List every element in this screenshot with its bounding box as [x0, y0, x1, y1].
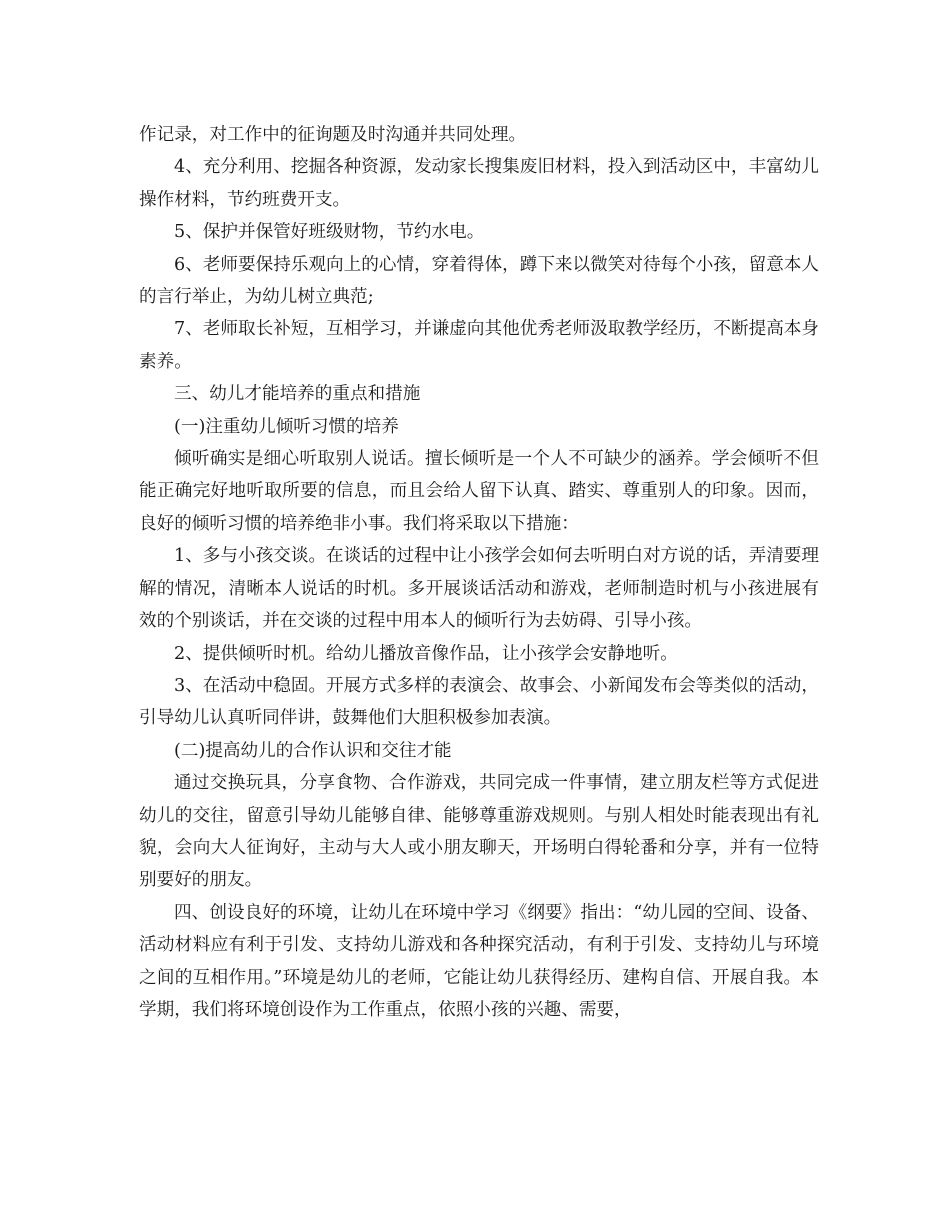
subsection-heading-2: (二)提高幼儿的合作认识和交往才能: [174, 740, 452, 761]
paragraph-item-6: 6、老师要保持乐观向上的心情，穿着得体，蹲下来以微笑对待每个小孩，留意本人的言行举止，为幼儿树立典范;: [139, 254, 819, 308]
paragraph-item-7: 7、老师取长补短，互相学习，并谦虚向其他优秀老师汲取教学经历，不断提高本身素养。: [139, 319, 819, 372]
section-heading-4-paragraph: 四、创设良好的环境，让幼儿在环境中学习《纲要》指出：“幼儿园的空间、设备、活动材料应有利于引发、支持幼儿游戏和各种探究活动，有利于引发、支持幼儿与环境之间的互相作用。”环境是幼儿的老师，它能让幼儿获得经历、建构自信、开展自我。本学期，我们将环境创设作为工作重点，依照小孩的兴趣、需要，: [139, 902, 819, 1020]
paragraph-item-5: 5、保护并保管好班级财物，节约水电。: [174, 222, 485, 243]
subsection-heading-1: (一)注重幼儿倾听习惯的培养: [174, 416, 399, 437]
section-heading-3: 三、幼儿才能培养的重点和措施: [174, 384, 421, 405]
paragraph-measure-2: 2、提供倾听时机。给幼儿播放音像作品，让小孩学会安静地听。: [174, 643, 678, 664]
paragraph-measure-1: 1、多与小孩交谈。在谈话的过程中让小孩学会如何去听明白对方说的话，弄清要理解的情况，清晰本人说话的时机。多开展谈话活动和游戏，老师制造时机与小孩进展有效的个别谈话，并在交谈的过程中用本人的倾听行为去妨碍、引导小孩。: [139, 546, 819, 632]
paragraph-item-4: 4、充分利用、挖掘各种资源，发动家长搜集废旧材料，投入到活动区中，丰富幼儿操作材料，节约班费开支。: [139, 157, 819, 210]
paragraph-listening-intro: 倾听确实是细心听取别人说话。擅长倾听是一个人不可缺少的涵养。学会倾听不但能正确完好地听取所要的信息，而且会给人留下认真、踏实、尊重别人的印象。因而，良好的倾听习惯的培养绝非小事。我们将采取以下措施：: [139, 449, 819, 534]
paragraph-continuation: 作记录，对工作中的征询题及时沟通并共同处理。: [139, 125, 527, 145]
paragraph-measure-3: 3、在活动中稳固。开展方式多样的表演会、故事会、小新闻发布会等类似的活动，引导幼儿认真听同伴讲，鼓舞他们大胆积极参加表演。: [139, 675, 819, 729]
document-body: [139, 119, 819, 1026]
paragraph-cooperation: 通过交换玩具，分享食物、合作游戏，共同完成一件事情，建立朋友栏等方式促进幼儿的交往，留意引导幼儿能够自律、能够尊重游戏规则。与别人相处时能表现出有礼貌，会向大人征询好，主动与大人或小朋友聊天，开场明白得轮番和分享，并有一位特别要好的朋友。: [139, 773, 819, 891]
